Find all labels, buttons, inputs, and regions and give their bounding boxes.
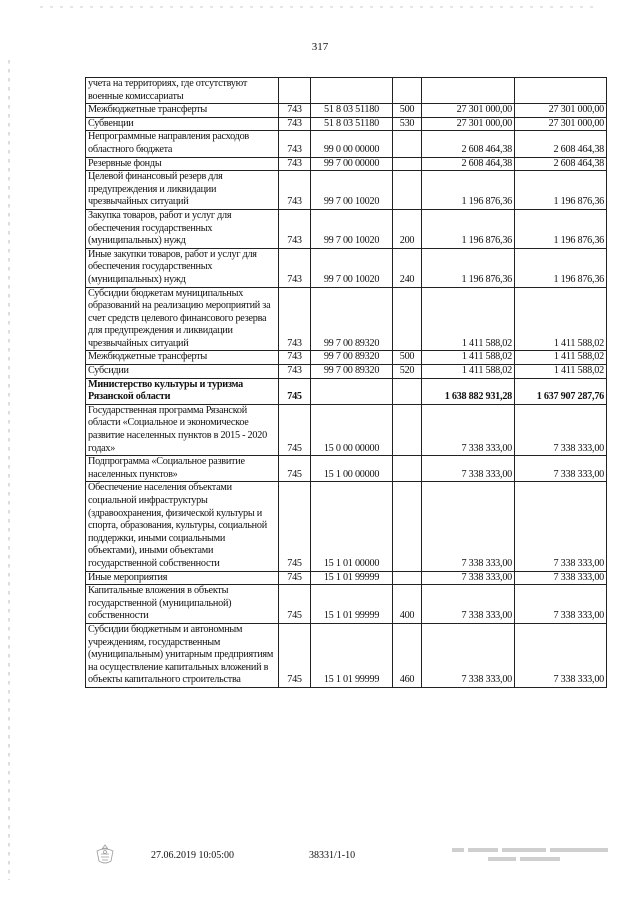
row-sum-year1: 1 196 876,36 [422, 248, 515, 287]
row-sum-year1: 27 301 000,00 [422, 104, 515, 118]
row-sum-year1: 1 196 876,36 [422, 171, 515, 210]
row-sum-year1: 7 338 333,00 [422, 404, 515, 455]
row-ministry-code: 743 [279, 171, 311, 210]
row-ministry-code: 743 [279, 157, 311, 171]
table-row [86, 378, 607, 404]
table-row [86, 482, 607, 571]
row-sum-year2: 1 196 876,36 [515, 171, 607, 210]
row-sum-year2: 1 196 876,36 [515, 209, 607, 248]
row-ministry-code: 743 [279, 209, 311, 248]
row-sum-year1: 1 411 588,02 [422, 287, 515, 351]
table-row [86, 248, 607, 287]
row-expense-type [393, 456, 422, 482]
budget-table [85, 77, 607, 688]
row-target-code: 99 7 00 10020 [311, 171, 393, 210]
scan-artifact-top [40, 6, 600, 8]
row-name: Государственная программа Рязанской области «Социальное и экономическое развитие населенных пунктов в 2015 - 2020 годах» [86, 404, 279, 455]
row-expense-type [393, 287, 422, 351]
row-target-code: 99 7 00 00000 [311, 157, 393, 171]
table-row [86, 623, 607, 687]
row-sum-year2: 1 196 876,36 [515, 248, 607, 287]
row-name: Иные мероприятия [86, 571, 279, 585]
table-row [86, 157, 607, 171]
row-expense-type [393, 131, 422, 157]
table-row [86, 78, 607, 104]
row-sum-year2: 2 608 464,38 [515, 131, 607, 157]
row-expense-type: 500 [393, 104, 422, 118]
row-sum-year2: 7 338 333,00 [515, 456, 607, 482]
row-expense-type [393, 571, 422, 585]
row-name: Целевой финансовый резерв для предупреждения и ликвидации чрезвычайных ситуаций [86, 171, 279, 210]
row-sum-year2: 1 411 588,02 [515, 365, 607, 379]
row-target-code [311, 78, 393, 104]
row-sum-year1: 7 338 333,00 [422, 585, 515, 624]
table-row [86, 365, 607, 379]
emblem-icon [92, 843, 118, 867]
row-sum-year2: 7 338 333,00 [515, 585, 607, 624]
row-ministry-code: 743 [279, 117, 311, 131]
row-sum-year1: 1 411 588,02 [422, 365, 515, 379]
footer-timestamp: 27.06.2019 10:05:00 [151, 850, 235, 861]
row-target-code: 99 7 00 10020 [311, 209, 393, 248]
row-ministry-code: 743 [279, 248, 311, 287]
row-sum-year1: 7 338 333,00 [422, 456, 515, 482]
row-ministry-code: 745 [279, 404, 311, 455]
row-ministry-code: 745 [279, 571, 311, 585]
row-sum-year1: 2 608 464,38 [422, 131, 515, 157]
row-ministry-code: 745 [279, 456, 311, 482]
row-sum-year2: 1 637 907 287,76 [515, 378, 607, 404]
row-sum-year1: 7 338 333,00 [422, 623, 515, 687]
row-name: Подпрограмма «Социальное развитие населенных пунктов» [86, 456, 279, 482]
row-ministry-code: 743 [279, 287, 311, 351]
row-expense-type: 460 [393, 623, 422, 687]
row-name: Субвенции [86, 117, 279, 131]
row-sum-year1: 1 196 876,36 [422, 209, 515, 248]
table-row [86, 456, 607, 482]
row-target-code: 15 0 00 00000 [311, 404, 393, 455]
row-expense-type [393, 171, 422, 210]
row-name: Иные закупки товаров, работ и услуг для обеспечения государственных (муниципальных) нужд [86, 248, 279, 287]
row-target-code: 99 7 00 89320 [311, 287, 393, 351]
row-name: Межбюджетные трансферты [86, 104, 279, 118]
row-sum-year1 [422, 78, 515, 104]
row-target-code: 99 0 00 00000 [311, 131, 393, 157]
row-sum-year1: 7 338 333,00 [422, 571, 515, 585]
row-ministry-code: 745 [279, 482, 311, 571]
row-target-code: 99 7 00 89320 [311, 351, 393, 365]
row-sum-year1: 1 638 882 931,28 [422, 378, 515, 404]
table-row [86, 117, 607, 131]
row-ministry-code: 743 [279, 131, 311, 157]
row-sum-year2: 27 301 000,00 [515, 117, 607, 131]
row-expense-type [393, 482, 422, 571]
row-sum-year1: 7 338 333,00 [422, 482, 515, 571]
row-expense-type: 240 [393, 248, 422, 287]
row-target-code: 15 1 01 99999 [311, 585, 393, 624]
row-expense-type: 530 [393, 117, 422, 131]
row-sum-year2 [515, 78, 607, 104]
row-expense-type [393, 157, 422, 171]
row-sum-year2: 7 338 333,00 [515, 482, 607, 571]
row-sum-year2: 7 338 333,00 [515, 571, 607, 585]
row-target-code: 15 1 01 00000 [311, 482, 393, 571]
scan-artifact-left [8, 60, 10, 880]
row-target-code: 15 1 01 99999 [311, 623, 393, 687]
row-sum-year2: 7 338 333,00 [515, 404, 607, 455]
row-expense-type: 400 [393, 585, 422, 624]
table-row [86, 171, 607, 210]
page-number: 317 [311, 41, 329, 53]
row-expense-type: 200 [393, 209, 422, 248]
table-row [86, 351, 607, 365]
table-row [86, 209, 607, 248]
row-name: Субсидии бюджетам муниципальных образований на реализацию мероприятий за счет средств целевого финансового резерва для предупреждения и ликвидации чрезвычайных ситуаций [86, 287, 279, 351]
footer-document-number: 38331/1-10 [309, 850, 356, 861]
table-row [86, 287, 607, 351]
row-sum-year2: 1 411 588,02 [515, 351, 607, 365]
table-row [86, 404, 607, 455]
row-name: Субсидии бюджетным и автономным учреждениям, государственным (муниципальным) унитарным предприятиям на осуществление капитальных вложений в объекты капитального строительства [86, 623, 279, 687]
row-sum-year1: 27 301 000,00 [422, 117, 515, 131]
row-ministry-code: 745 [279, 623, 311, 687]
row-sum-year2: 27 301 000,00 [515, 104, 607, 118]
row-ministry-code: 743 [279, 104, 311, 118]
row-expense-type [393, 378, 422, 404]
row-ministry-code: 743 [279, 365, 311, 379]
row-ministry-code: 743 [279, 351, 311, 365]
row-sum-year2: 1 411 588,02 [515, 287, 607, 351]
footer [0, 843, 640, 873]
row-expense-type [393, 404, 422, 455]
row-name: Закупка товаров, работ и услуг для обеспечения государственных (муниципальных) нужд [86, 209, 279, 248]
row-name: Межбюджетные трансферты [86, 351, 279, 365]
row-name: Субсидии [86, 365, 279, 379]
row-name: Капитальные вложения в объекты государственной (муниципальной) собственности [86, 585, 279, 624]
row-target-code: 15 1 00 00000 [311, 456, 393, 482]
row-target-code: 51 8 03 51180 [311, 104, 393, 118]
row-name: учета на территориях, где отсутствуют военные комиссариаты [86, 78, 279, 104]
row-sum-year1: 1 411 588,02 [422, 351, 515, 365]
table-row [86, 131, 607, 157]
row-name: Обеспечение населения объектами социальной инфраструктуры (здравоохранения, физической культуры и спорта, образования, культуры, социальной поддержки, иными социальными объектами), иными объектами государственной собственности [86, 482, 279, 571]
budget-table-body [86, 78, 607, 688]
row-target-code: 51 8 03 51180 [311, 117, 393, 131]
row-target-code: 99 7 00 89320 [311, 365, 393, 379]
row-ministry-code: 745 [279, 378, 311, 404]
row-sum-year2: 2 608 464,38 [515, 157, 607, 171]
row-expense-type [393, 78, 422, 104]
row-ministry-code [279, 78, 311, 104]
row-target-code: 15 1 01 99999 [311, 571, 393, 585]
row-ministry-code: 745 [279, 585, 311, 624]
row-name: Министерство культуры и туризма Рязанской области [86, 378, 279, 404]
row-name: Непрограммные направления расходов областного бюджета [86, 131, 279, 157]
row-name: Резервные фонды [86, 157, 279, 171]
row-expense-type: 500 [393, 351, 422, 365]
row-sum-year2: 7 338 333,00 [515, 623, 607, 687]
row-target-code [311, 378, 393, 404]
table-row [86, 104, 607, 118]
row-target-code: 99 7 00 10020 [311, 248, 393, 287]
row-expense-type: 520 [393, 365, 422, 379]
row-sum-year1: 2 608 464,38 [422, 157, 515, 171]
table-row [86, 585, 607, 624]
faint-watermark-icon [452, 845, 612, 867]
table-row [86, 571, 607, 585]
